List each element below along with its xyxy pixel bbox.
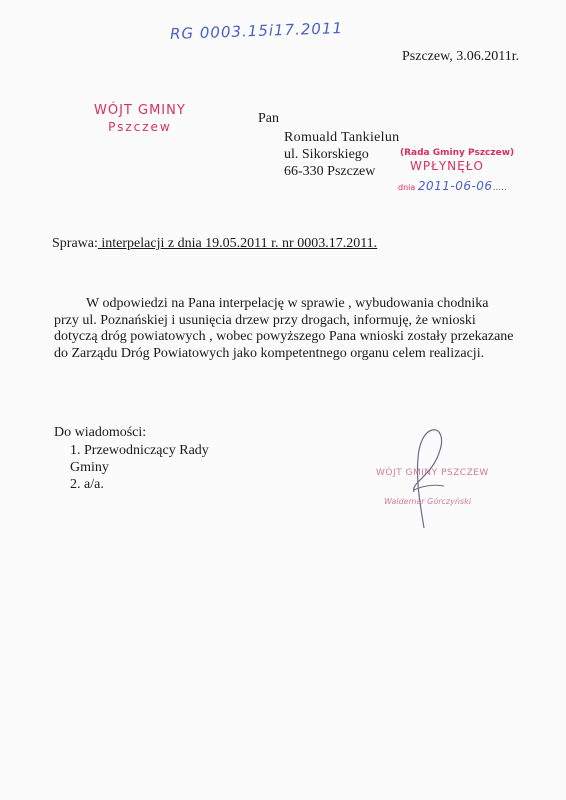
place-and-date: Pszczew, 3.06.2011r. [402,49,520,64]
stamp-received-label: WPŁYNĘŁO [410,159,484,173]
stamp-received [398,148,514,193]
cc-list [70,442,209,493]
handwritten-reference-number: RG 0003.15i17.2011 [169,18,344,44]
stamp-wojt-line2: Pszczew [108,120,172,134]
stamp-received-date-label: dnia [398,183,416,192]
signature-name: Waldemar Górczyński [384,497,471,506]
stamp-received-date-row [398,179,514,193]
handwritten-signature [384,424,454,534]
stamp-wojt-gminy [94,103,186,135]
recipient-salutation: Pan [258,111,279,126]
recipient-name: Romuald Tankielun [284,130,400,145]
stamp-received-date: 2011-06-06 [417,179,493,193]
body-paragraph-text: W odpowiedzi na Pana interpelację w sprawie , wybudowania chodnika przy ul. Poznańskiej i usunięcia drzew przy drogach, informuję, że wnioski dotyczą dróg powiatowych , wobec powyższego Pana wnioski zostały przekazane do Zarządu Dróg Powiatowych jako kompetentnego organu celem realizacji. [54,296,514,361]
cc-item: 2. a/a. [70,477,104,492]
cc-title: Do wiadomości: [54,425,147,440]
subject-text: interpelacji z dnia 19.05.2011 r. nr 0003.17.2011. [97,236,378,251]
cc-item: Gminy [70,460,109,475]
recipient-street: ul. Sikorskiego [284,147,369,162]
stamp-wojt-line1: WÓJT GMINY [94,103,186,118]
subject-line [52,236,377,252]
signature-stamp: WÓJT GMINY PSZCZEW [376,468,489,478]
cc-item: 1. Przewodniczący Rady [70,443,209,458]
stamp-received-council: (Rada Gminy Pszczew) [400,148,515,158]
stamp-received-dots: ..... [492,183,507,193]
recipient-city: 66-330 Pszczew [284,164,376,179]
subject-label: Sprawa: [52,236,98,251]
body-paragraph [54,296,514,362]
